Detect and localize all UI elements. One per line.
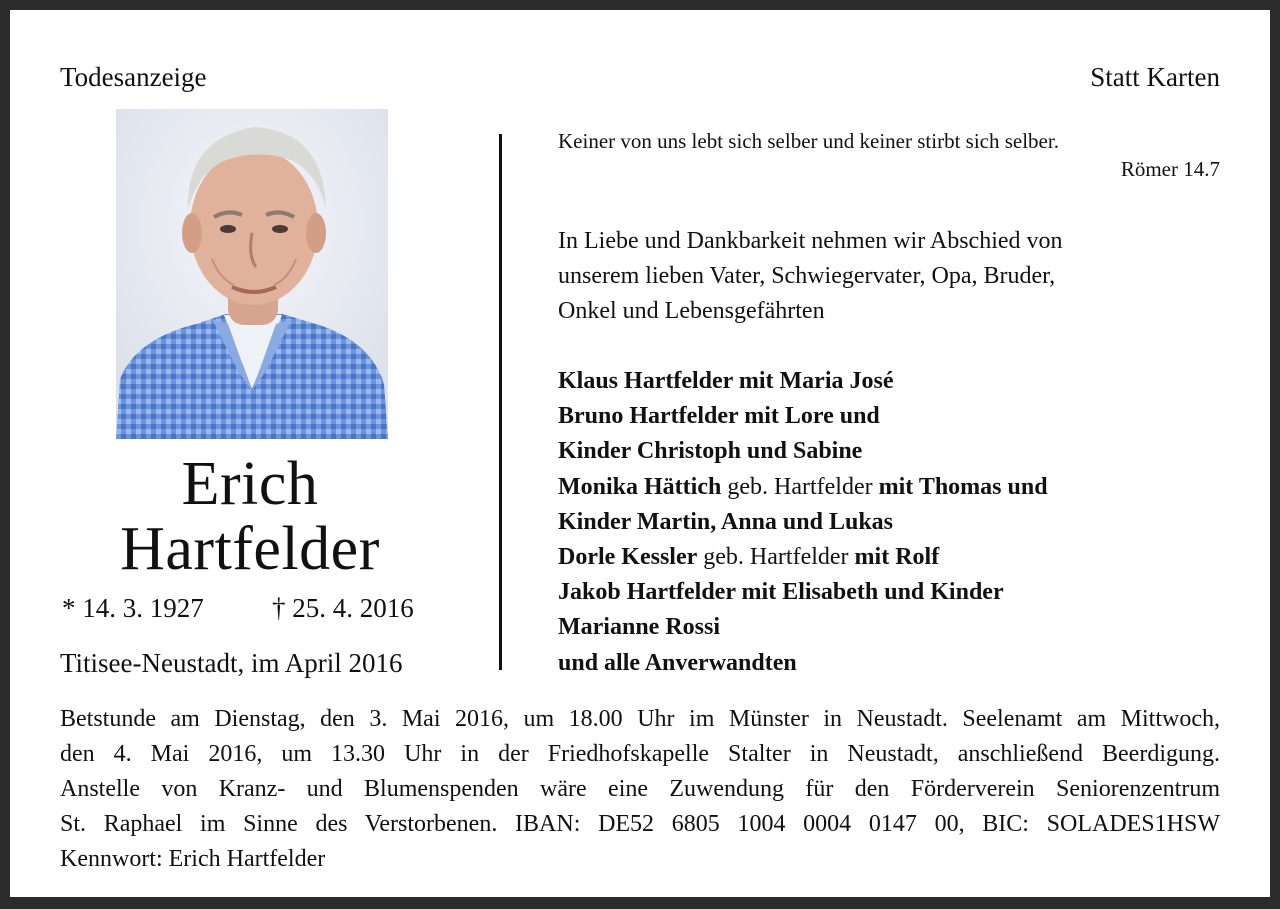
farewell-line: In Liebe und Dankbarkeit nehmen wir Abschied von [558,228,1063,254]
mourner-line [558,575,1048,610]
portrait-photo [116,109,388,439]
mourner-name: Kinder Martin, Anna und Lukas [558,508,894,535]
mourner-name: Klaus Hartfelder mit Maria José [558,368,894,394]
bible-quote: Keiner von uns lebt sich selber und keiner stirbt sich selber. [558,129,1059,153]
bible-quote-reference: Römer 14.7 [1120,157,1220,181]
obituary-card [10,10,1270,897]
mourner-name: Bruno Hartfelder mit Lore und [558,403,880,430]
service-information [60,702,1220,877]
header-label-obituary: Todesanzeige [60,62,207,92]
mourner-line [558,610,1048,645]
place-and-date: Titisee-Neustadt, im April 2016 [60,648,403,678]
mourner-name: Marianne Rossi [558,614,720,641]
mourner-line [558,364,1048,399]
service-line: den 4. Mai 2016, um 13.30 Uhr in der Friedhofskapelle Stalter in Neustadt, anschließend Beerdigung. [60,741,1220,767]
mourner-line [558,646,1048,681]
portrait-illustration [116,109,388,439]
mourner-line [558,540,1048,575]
farewell-line: unserem lieben Vater, Schwiegervater, Opa, Bruder, [558,263,1056,289]
service-line: Anstelle von Kranz- und Blumenspenden wäre eine Zuwendung für den Förderverein Seniorenzentrum [60,776,1220,802]
farewell-line: Onkel und Lebensgefährten [558,298,825,324]
deceased-last-name: Hartfelder [120,515,380,583]
mourner-line [558,399,1048,434]
service-line: St. Raphael im Sinne des Verstorbenen. IBAN: DE52 6805 1004 0004 0147 00, BIC: SOLADES1HSW [60,811,1220,837]
mourner-line [558,470,1048,505]
mourner-line [558,505,1048,540]
birth-date: * 14. 3. 1927 [62,593,204,623]
service-line: Betstunde am Dienstag, den 3. Mai 2016, um 18.00 Uhr im Münster in Neustadt. Seelenamt am Mittwoch, [60,706,1220,732]
mourner-name: Jakob Hartfelder mit Elisabeth und Kinder [558,579,1004,606]
mourner-name: Dorle Kessler [558,544,698,571]
death-date: † 25. 4. 2016 [272,593,414,623]
mourners-list [558,364,1048,681]
mourner-name: mit Rolf [854,544,940,571]
service-line: Kennwort: Erich Hartfelder [60,846,326,872]
mourner-name: und alle Anverwandten [558,649,797,676]
mourner-name: Kinder Christoph und Sabine [558,438,863,465]
vertical-divider [499,134,502,670]
mourner-name: mit Thomas und [878,473,1048,500]
mourner-name: Monika Hättich [558,473,722,500]
mourner-line [558,434,1048,469]
deceased-first-name: Erich [181,450,319,518]
mourner-note: geb. Hartfelder [721,473,879,500]
mourner-note: geb. Hartfelder [697,544,855,571]
header-label-instead-of-cards: Statt Karten [1090,62,1220,92]
farewell-text [558,224,1198,329]
